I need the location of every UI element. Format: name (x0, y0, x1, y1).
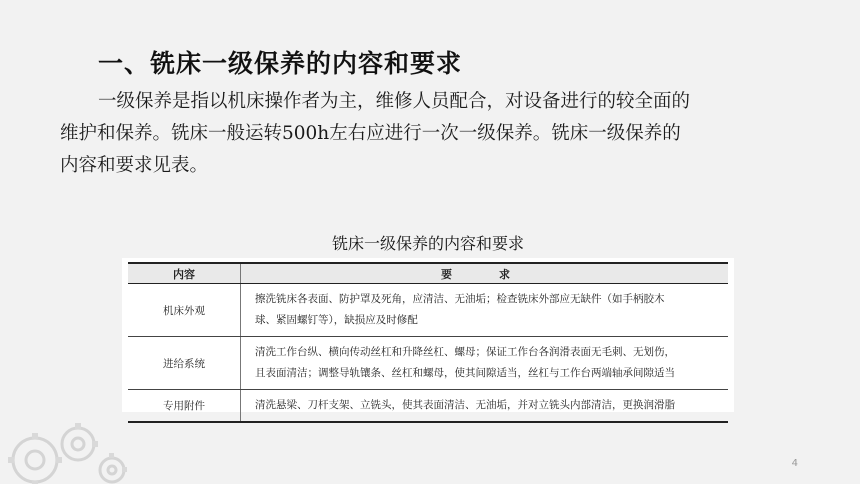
requirement-line: 清洗悬梁、刀杆支架、立铣头，使其表面清洁、无油垢，并对立铣头内部清洁，更换润滑脂 (255, 399, 675, 411)
row-item: 进给系统 (128, 337, 241, 390)
row-requirement (241, 284, 729, 337)
row-item: 专用附件 (128, 390, 241, 423)
row-requirement (241, 337, 729, 390)
gears-icon (0, 400, 150, 484)
paragraph-line: 内容和要求见表。 (60, 155, 209, 176)
table-image (122, 258, 734, 412)
requirement-line: 球、紧固螺钉等），缺损应及时修配 (255, 314, 418, 326)
row-requirement (241, 390, 729, 423)
maintenance-table (128, 262, 728, 423)
table-caption: 铣床一级保养的内容和要求 (331, 234, 524, 253)
paragraph-line: 一级保养是指以机床操作者为主，维修人员配合，对设备进行的较全面的 (98, 91, 691, 112)
row-item: 机床外观 (128, 284, 241, 337)
table-header-row (128, 263, 728, 284)
table-row (128, 337, 728, 390)
header-content: 内容 (128, 263, 241, 284)
table-row (128, 390, 728, 423)
body-paragraph (60, 86, 800, 182)
requirement-line: 清洗工作台纵、横向传动丝杠和升降丝杠、螺母；保证工作台各润滑表面无毛刺、无划伤， (255, 346, 675, 358)
table-row (128, 284, 728, 337)
requirement-line: 且表面清洁；调整导轨镶条、丝杠和螺母，使其间隙适当，丝杠与工作台两端轴承间隙适当 (255, 367, 675, 379)
paragraph-line: 维护和保养。铣床一般运转500h左右应进行一次一级保养。铣床一级保养的 (60, 123, 681, 144)
requirement-line: 擦洗铣床各表面、防护罩及死角，应清洁、无油垢；检查铣床外部应无缺件（如手柄胶木 (255, 293, 665, 305)
slide-title: 一、铣床一级保养的内容和要求 (98, 49, 463, 78)
page-number: 4 (791, 458, 798, 469)
header-requirement: 要 求 (241, 263, 729, 284)
